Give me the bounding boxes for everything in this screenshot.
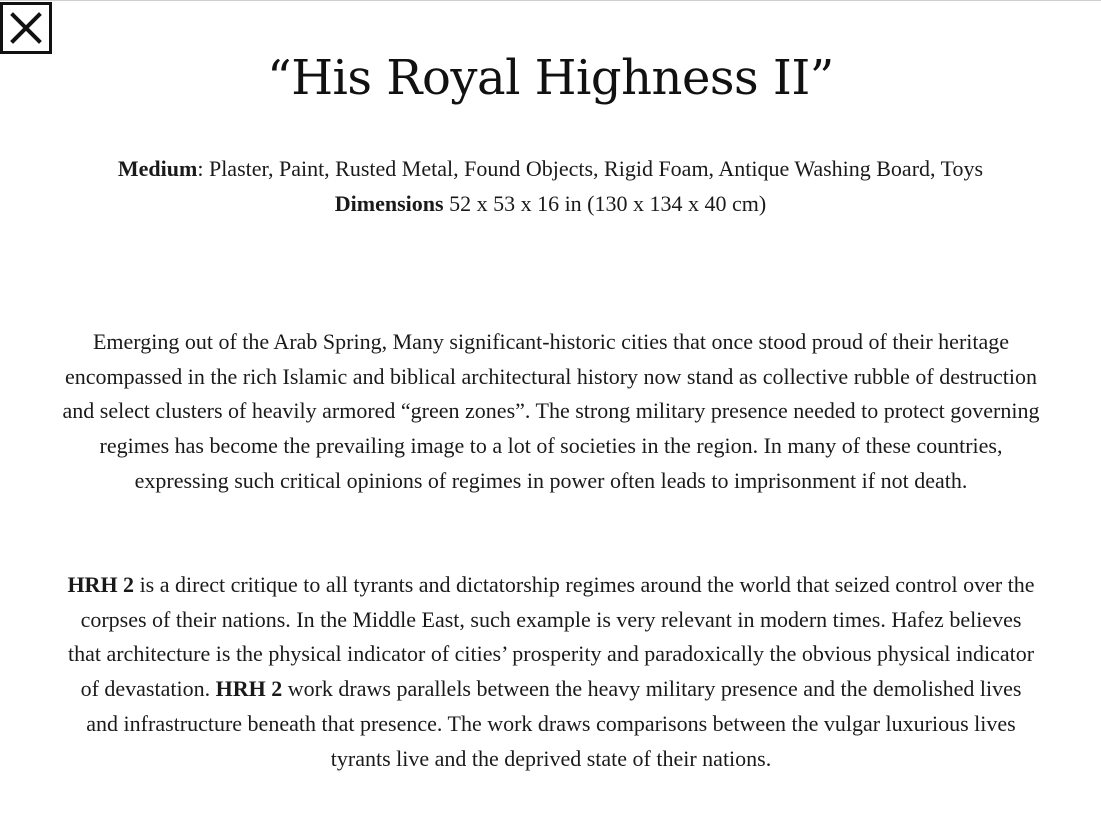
dimensions-line	[70, 186, 1031, 221]
dimensions-value: 52 x 53 x 16 in (130 x 134 x 40 cm)	[443, 191, 767, 216]
medium-line	[70, 151, 1031, 186]
medium-value: : Plaster, Paint, Rusted Metal, Found Objects, Rigid Foam, Antique Washing Board, Toys	[197, 156, 984, 181]
artwork-title: “His Royal Highness II”	[267, 50, 834, 106]
close-icon	[10, 12, 42, 44]
description-text: is a direct critique to all tyrants and dictatorship regimes around the world that seized control over the corpses of their nations. In the Middle East, such example is very relevant in modern times. Hafez believes that architecture is the physical indicator of cities’ prosperity and paradoxically the obvious physical indicator of devastation.	[67, 572, 1035, 702]
artwork-specs	[70, 151, 1031, 221]
description-paragraph-2	[62, 568, 1040, 776]
hrh2-abbr: HRH 2	[67, 572, 135, 597]
medium-label: Medium	[117, 156, 198, 181]
dimensions-label: Dimensions	[334, 191, 444, 216]
description-text: work draws parallels between the heavy military presence and the demolished lives and infrastructure beneath that presence. The work draws comparisons between the vulgar luxurious lives tyrants live and the deprived state of their nations.	[86, 676, 1022, 771]
hrh2-abbr: HRH 2	[215, 676, 283, 702]
description-paragraph-1: Emerging out of the Arab Spring, Many significant-historic cities that once stood proud of their heritage encompassed in the rich Islamic and biblical architectural history now stand as collective rubble of destruction and select clusters of heavily armored “green zones”. The strong military presence needed to protect governing regimes has become the prevailing image to a lot of societies in the region. In many of these countries, expressing such critical opinions of regimes in power often leads to imprisonment if not death.	[62, 329, 1040, 493]
